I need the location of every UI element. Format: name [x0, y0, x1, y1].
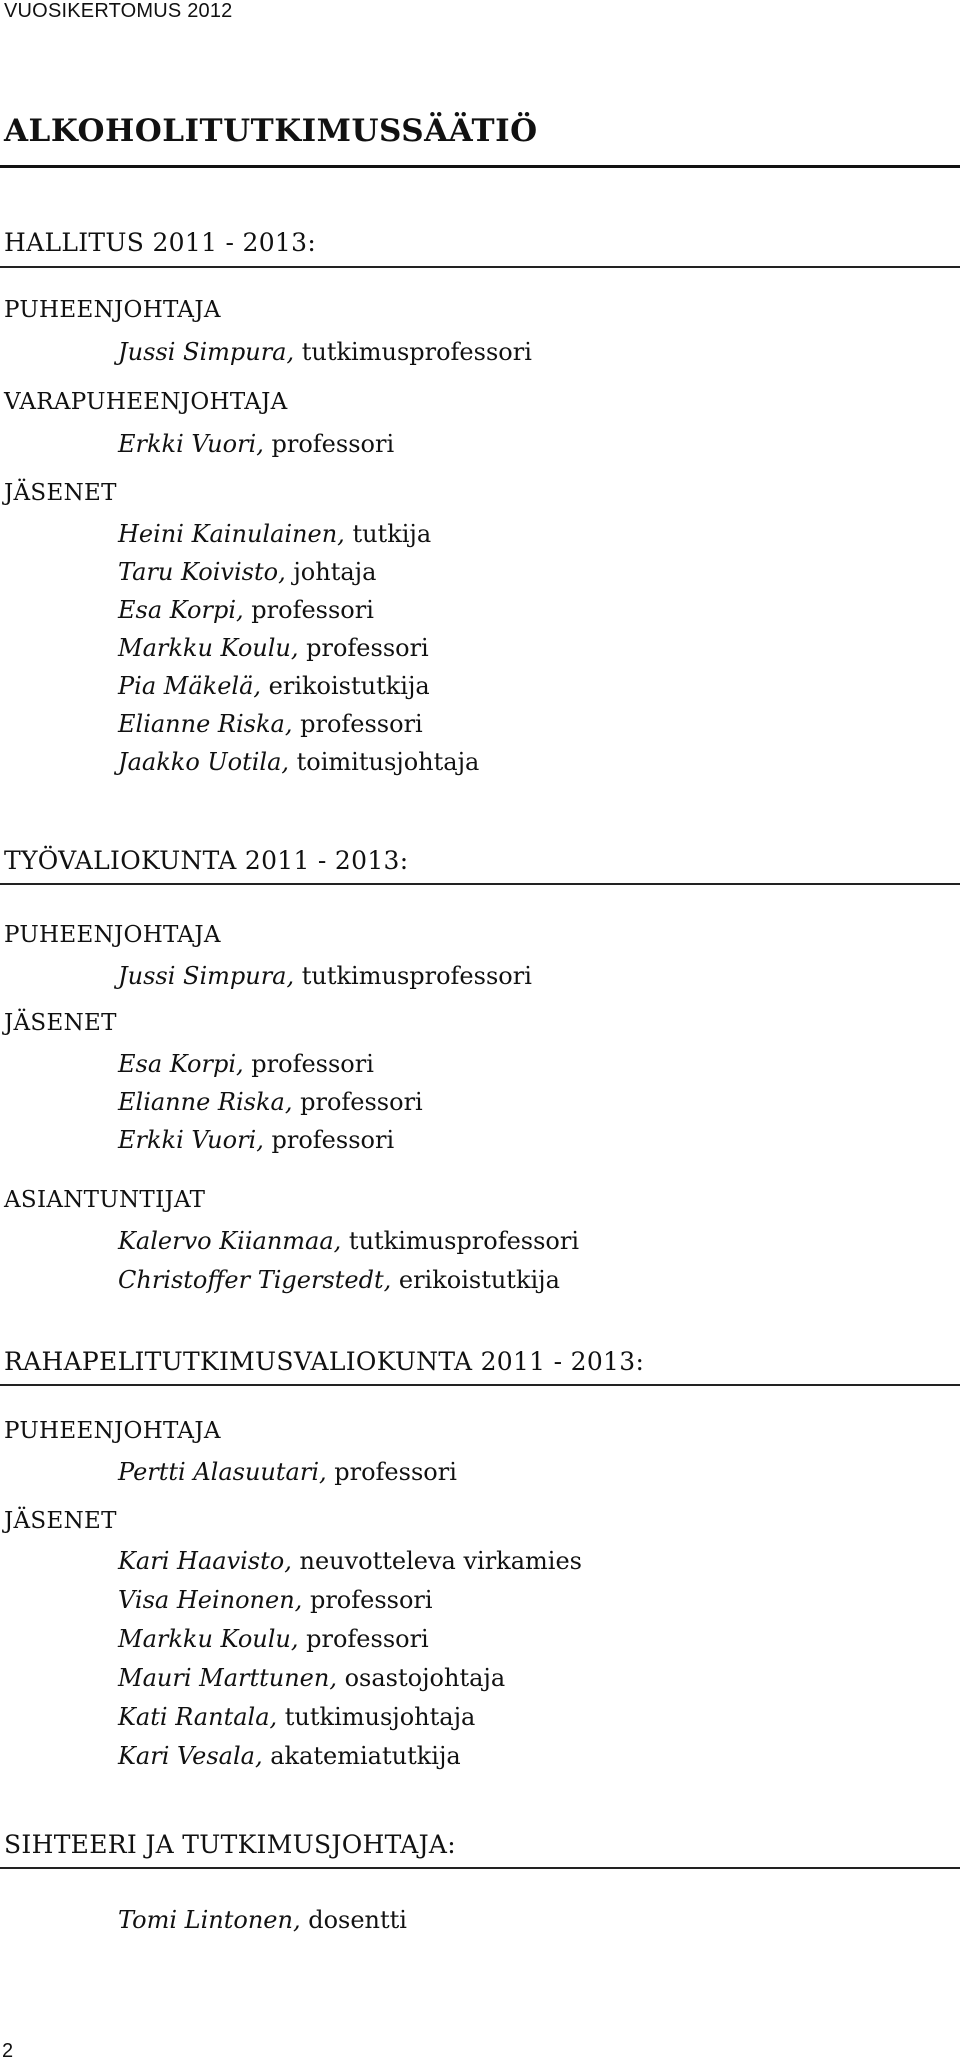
- member-title: tutkimusprofessori: [301, 962, 532, 990]
- member-title: johtaja: [293, 558, 377, 586]
- member-name: Kari Vesala,: [118, 1742, 263, 1770]
- member-entry: [118, 1266, 560, 1294]
- role-label: ASIANTUNTIJAT: [4, 1187, 206, 1213]
- member-name: Mauri Marttunen,: [118, 1664, 337, 1692]
- member-title: professori: [306, 634, 429, 662]
- member-name: Jussi Simpura,: [118, 962, 295, 990]
- member-name: Tomi Lintonen,: [118, 1906, 301, 1934]
- role-label: PUHEENJOHTAJA: [4, 1418, 221, 1444]
- section-heading: SIHTEERI JA TUTKIMUSJOHTAJA:: [4, 1830, 456, 1859]
- role-label: JÄSENET: [4, 1508, 117, 1534]
- member-title: tutkimusprofessori: [348, 1227, 580, 1255]
- member-title: erikoistutkija: [398, 1266, 560, 1294]
- member-title: professori: [271, 430, 395, 458]
- member-entry: [118, 672, 430, 700]
- member-entry: [118, 748, 479, 776]
- member-entry: [118, 1664, 505, 1692]
- member-entry: [118, 1088, 423, 1116]
- member-title: tutkimusprofessori: [301, 338, 532, 366]
- member-name: Christoffer Tigerstedt,: [118, 1266, 392, 1294]
- section-rule: [0, 1867, 960, 1869]
- member-entry: [118, 1703, 475, 1731]
- member-title: tutkimusjohtaja: [284, 1703, 476, 1731]
- member-entry: [118, 558, 376, 586]
- member-title: akatemiatutkija: [270, 1742, 461, 1770]
- member-title: osastojohtaja: [344, 1664, 506, 1692]
- member-entry: [118, 1227, 579, 1255]
- member-name: Esa Korpi,: [118, 596, 244, 624]
- member-title: professori: [251, 1050, 374, 1078]
- member-entry: [118, 1906, 407, 1934]
- member-entry: [118, 1547, 582, 1575]
- member-name: Elianne Riska,: [118, 710, 293, 738]
- role-label: JÄSENET: [4, 1010, 117, 1036]
- member-title: toimitusjohtaja: [296, 748, 480, 776]
- member-name: Erkki Vuori,: [118, 430, 264, 458]
- member-title: neuvotteleva virkamies: [299, 1547, 582, 1575]
- title-rule: [0, 165, 960, 168]
- member-entry: [118, 1458, 457, 1486]
- member-name: Kari Haavisto,: [118, 1547, 292, 1575]
- section-rule: [0, 266, 960, 268]
- page-number: 2: [2, 2040, 14, 2062]
- role-label: VARAPUHEENJOHTAJA: [4, 389, 288, 415]
- member-name: Kalervo Kiianmaa,: [118, 1227, 342, 1255]
- member-title: tutkija: [352, 520, 432, 548]
- running-head: VUOSIKERTOMUS 2012: [4, 0, 233, 22]
- member-name: Jaakko Uotila,: [118, 748, 290, 776]
- member-title: erikoistutkija: [268, 672, 430, 700]
- member-entry: [118, 520, 431, 548]
- member-entry: [118, 634, 429, 662]
- member-title: professori: [306, 1625, 429, 1653]
- member-title: professori: [300, 710, 423, 738]
- member-title: professori: [271, 1126, 395, 1154]
- member-title: professori: [334, 1458, 457, 1486]
- section-rule: [0, 1384, 960, 1386]
- section-heading: RAHAPELITUTKIMUSVALIOKUNTA 2011 - 2013:: [4, 1347, 645, 1376]
- member-name: Erkki Vuori,: [118, 1126, 264, 1154]
- member-entry: [118, 338, 532, 366]
- section-rule: [0, 883, 960, 885]
- member-entry: [118, 1050, 374, 1078]
- member-name: Elianne Riska,: [118, 1088, 293, 1116]
- role-label: PUHEENJOHTAJA: [4, 297, 221, 323]
- member-name: Taru Koivisto,: [118, 558, 286, 586]
- member-entry: [118, 1586, 433, 1614]
- member-entry: [118, 1742, 461, 1770]
- member-name: Markku Koulu,: [118, 634, 299, 662]
- member-name: Pia Mäkelä,: [118, 672, 262, 700]
- section-heading: HALLITUS 2011 - 2013:: [4, 228, 317, 257]
- member-name: Markku Koulu,: [118, 1625, 299, 1653]
- member-entry: [118, 596, 374, 624]
- page-title: ALKOHOLITUTKIMUSSÄÄTIÖ: [4, 113, 538, 149]
- section-heading: TYÖVALIOKUNTA 2011 - 2013:: [4, 846, 409, 875]
- member-entry: [118, 962, 532, 990]
- member-title: dosentti: [308, 1906, 407, 1934]
- member-name: Heini Kainulainen,: [118, 520, 345, 548]
- member-entry: [118, 430, 394, 458]
- role-label: PUHEENJOHTAJA: [4, 922, 221, 948]
- member-entry: [118, 1126, 394, 1154]
- member-name: Visa Heinonen,: [118, 1586, 303, 1614]
- member-title: professori: [251, 596, 374, 624]
- member-name: Jussi Simpura,: [118, 338, 295, 366]
- member-title: professori: [300, 1088, 423, 1116]
- role-label: JÄSENET: [4, 480, 117, 506]
- member-entry: [118, 1625, 429, 1653]
- member-name: Esa Korpi,: [118, 1050, 244, 1078]
- member-entry: [118, 710, 423, 738]
- member-name: Kati Rantala,: [118, 1703, 278, 1731]
- member-title: professori: [309, 1586, 433, 1614]
- member-name: Pertti Alasuutari,: [118, 1458, 327, 1486]
